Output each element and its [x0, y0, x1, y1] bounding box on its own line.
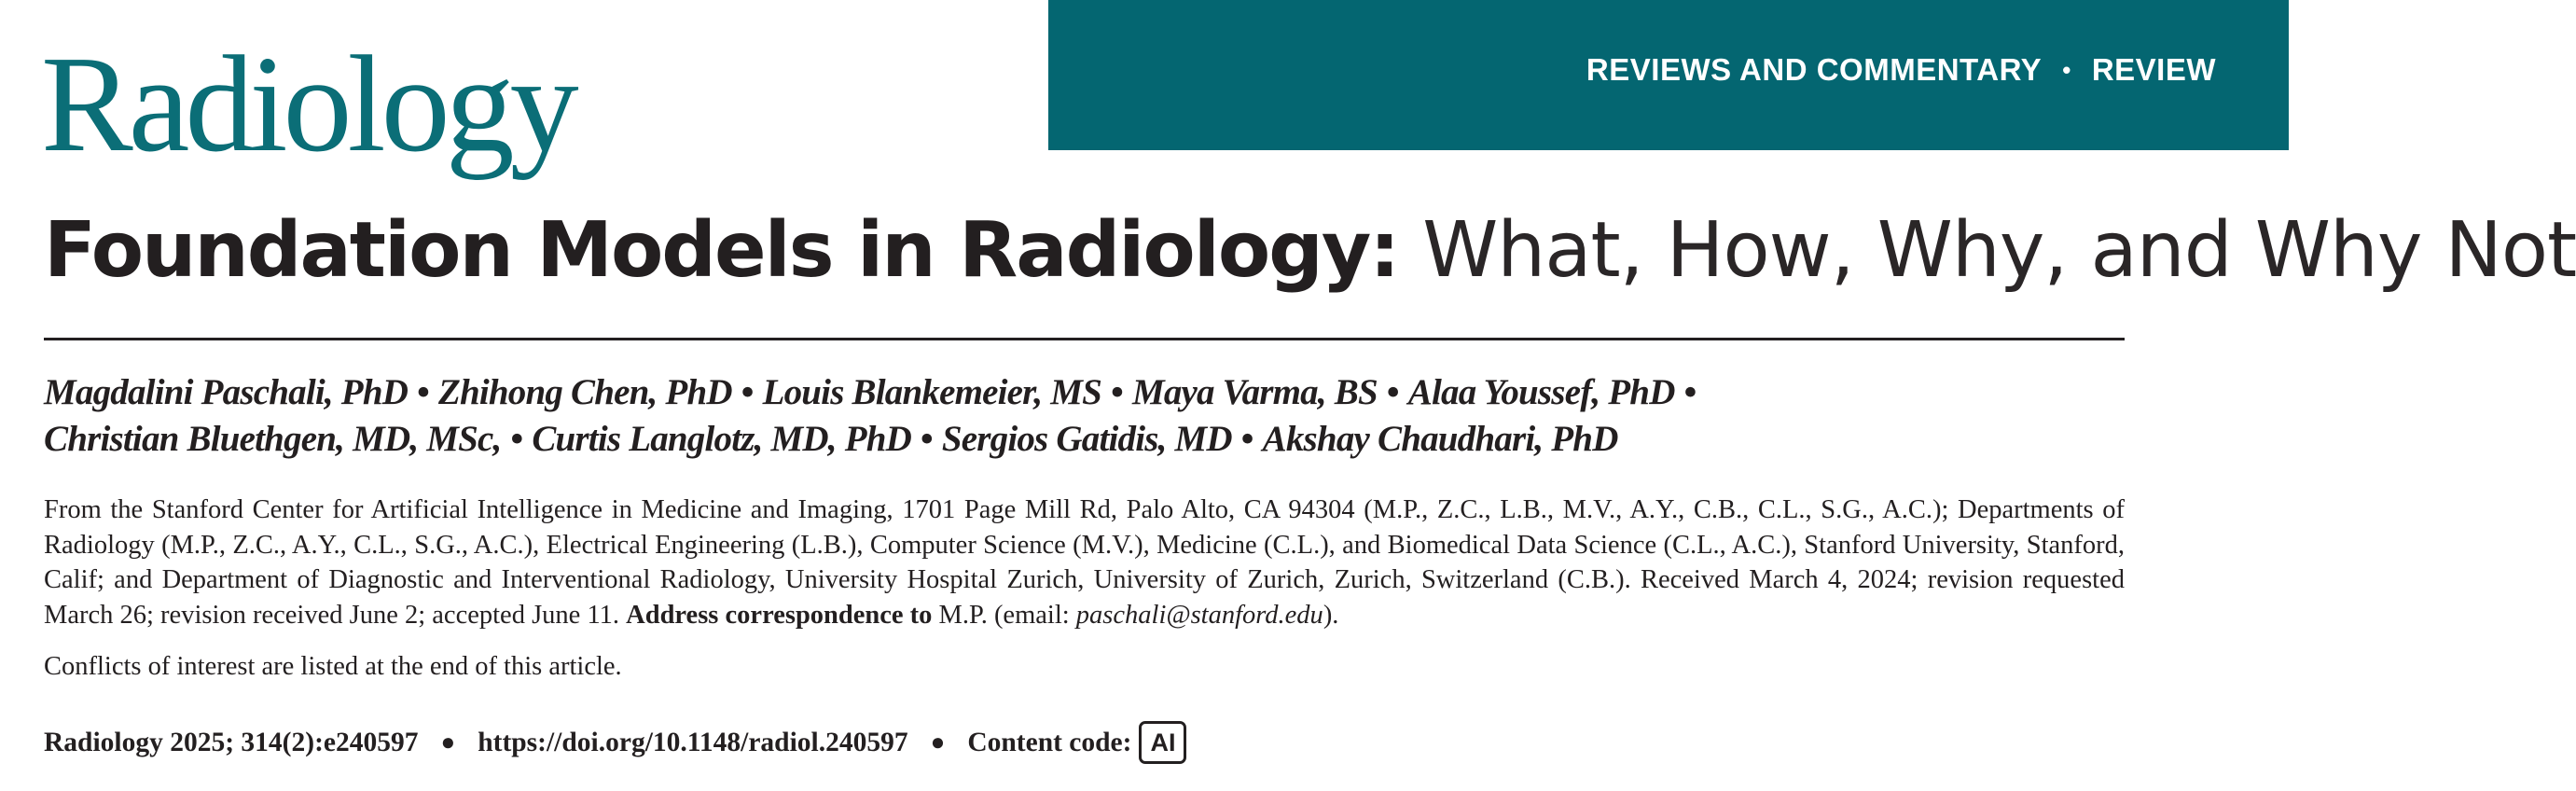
banner-section: REVIEWS AND COMMENTARY: [1586, 52, 2043, 87]
correspondence-email-link[interactable]: paschali@stanford.edu: [1075, 600, 1323, 630]
doi-link[interactable]: https://doi.org/10.1148/radiol.240597: [478, 727, 908, 757]
citation-bullet: ●: [440, 729, 456, 756]
author-name: Alaa Youssef, PhD: [1407, 372, 1675, 412]
author-separator: •: [1386, 372, 1399, 412]
conflicts-note: Conflicts of interest are listed at the end of this article.: [44, 652, 622, 681]
correspondence-close: ).: [1323, 600, 1339, 630]
correspondence-label: Address correspondence to: [626, 600, 933, 630]
banner-type: REVIEW: [2091, 52, 2216, 87]
author-name: Sergios Gatidis, MD: [941, 419, 1232, 459]
content-code-label: Content code:: [967, 727, 1132, 757]
author-name: Louis Blankemeier, MS: [762, 372, 1102, 412]
affiliation-paragraph: [44, 493, 2125, 632]
author-separator: •: [1240, 419, 1253, 459]
author-separator: •: [741, 372, 754, 412]
citation-line: [44, 721, 1186, 764]
affiliation-text: From the Stanford Center for Artificial Intelligence in Medicine and Imaging, 1701 Page Mill Rd, Palo Alto, CA 94304 (M.P., Z.C., L.B., M.V., A.Y., C.B., C.L., S.G., A.C.); Departments of Radiology (M.P., Z.C., A.Y., C.L., S.G., A.C.), Electrical Engineering (L.B.), Computer Science (M.V.), Medicine (C.L.), and Biomedical Data Science (C.L., A.C.), Stanford University, Stanford, Calif; and Department of Diagnostic and Interventional Radiology, University Hospital Zurich, University of Zurich, Zurich, Switzerland (C.B.). Received March 4, 2024; revision requested March 26; revision received June 2; accepted June 11.: [44, 495, 2125, 630]
citation-reference: Radiology 2025; 314(2):e240597: [44, 727, 419, 757]
author-list: [44, 369, 2133, 463]
author-name: Zhihong Chen, PhD: [437, 372, 732, 412]
title-subtitle: What, How, Why, and Why Not: [1422, 206, 2576, 295]
author-separator: •: [510, 419, 523, 459]
section-banner: [1048, 0, 2289, 150]
author-line-1: [44, 369, 2133, 416]
journal-logo: Radiology: [41, 28, 575, 181]
author-separator: •: [1111, 372, 1123, 412]
author-name: Akshay Chaudhari, PhD: [1262, 419, 1618, 459]
citation-bullet: ●: [930, 729, 946, 756]
author-name: Magdalini Paschali, PhD: [44, 372, 409, 412]
author-separator: •: [920, 419, 933, 459]
author-name: Christian Bluethgen, MD, MSc,: [44, 419, 502, 459]
author-name: Maya Varma, BS: [1131, 372, 1378, 412]
author-separator: •: [1683, 372, 1697, 412]
author-separator: •: [417, 372, 429, 412]
author-name: Curtis Langlotz, MD, PhD: [532, 419, 911, 459]
correspondence-name: M.P. (email:: [938, 600, 1070, 630]
title-divider: [44, 338, 2125, 340]
banner-label: [1586, 52, 2216, 88]
title-main: Foundation Models in Radiology:: [44, 206, 1399, 295]
author-line-2: [44, 416, 2133, 463]
article-title: [44, 206, 2576, 295]
content-code-badge: AI: [1139, 721, 1186, 764]
banner-separator: •: [2062, 55, 2071, 84]
